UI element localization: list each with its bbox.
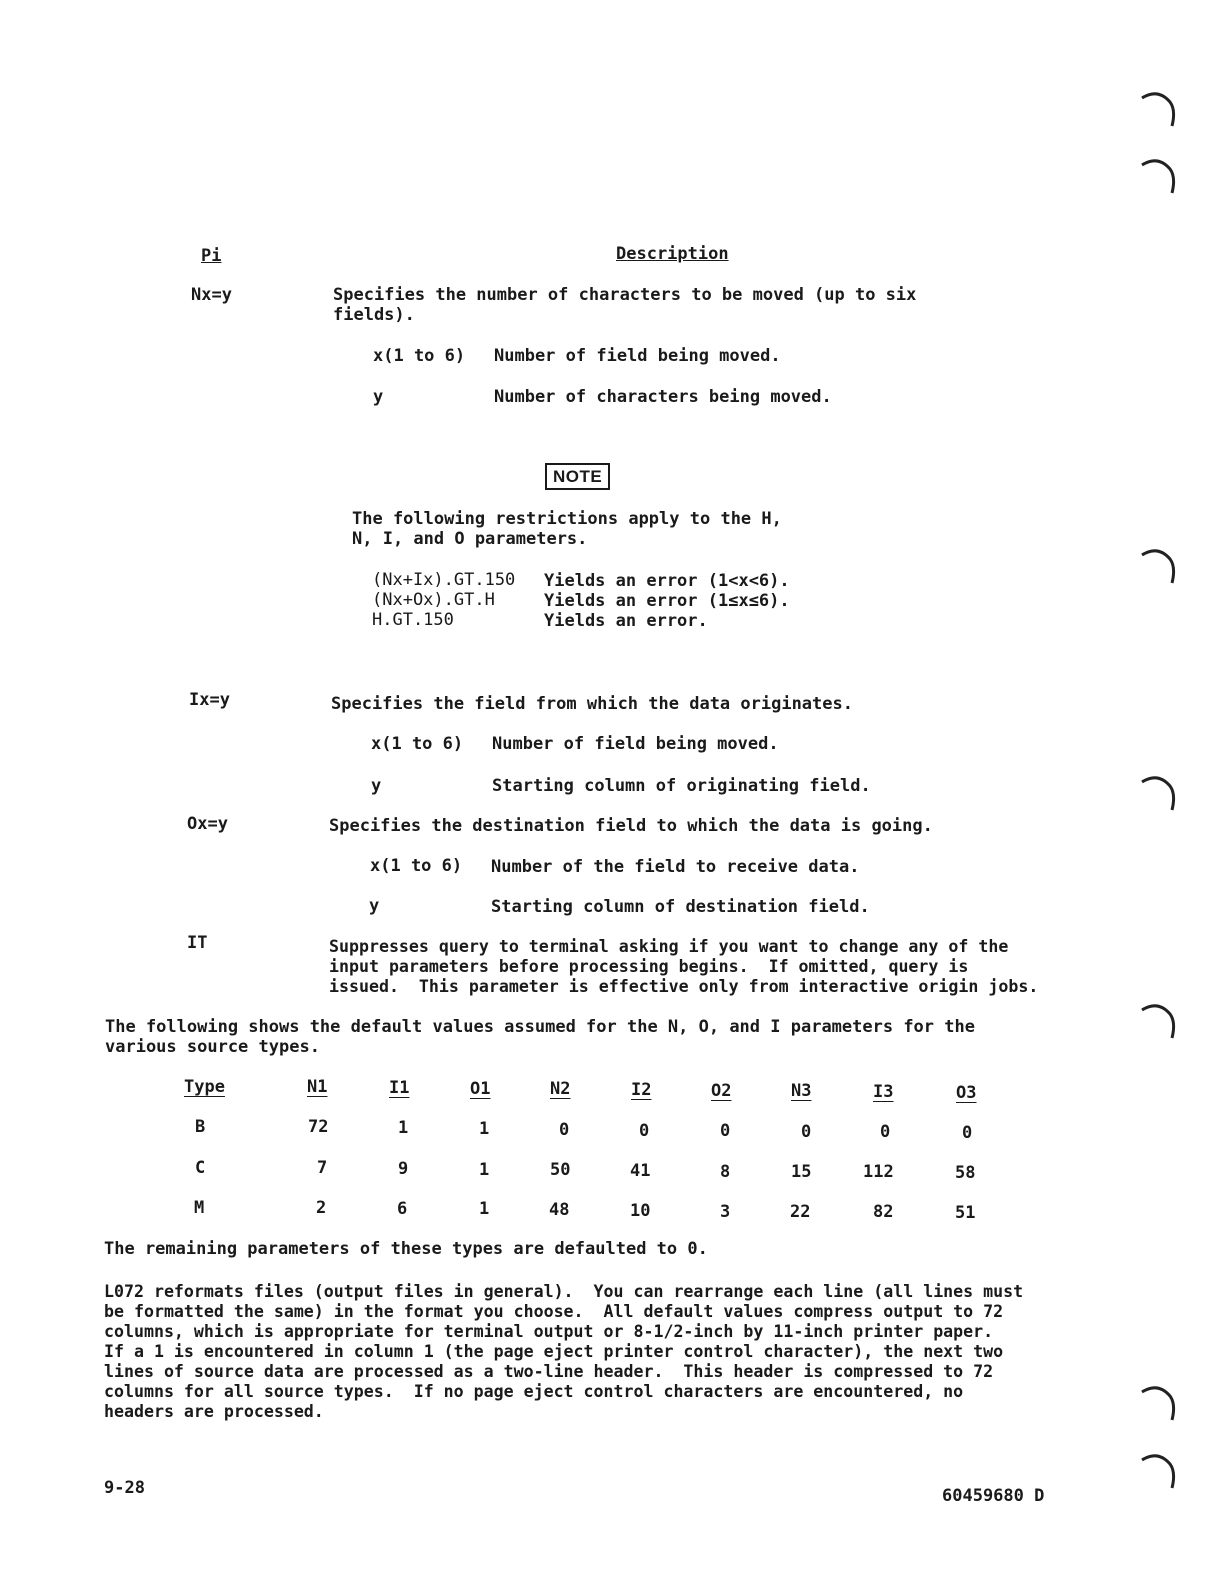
table-cell: 9 <box>398 1159 409 1179</box>
body-paragraph: L072 reformats files (output files in general). You can rearrange each line (all lines must be formatted the same) in the format you choose. All default values compress output to 72 columns, which is appropriate for terminal output or 8-1/2-inch by 11-inch printer paper. If a 1 is encountered in column 1 (the page eject printer control character), the next two lines of source data are processed as a two-line header. This header is compressed to 72 columns for all source types. If no page eject control characters are encountered, no headers are processed. <box>104 1282 1024 1421</box>
param-n-sub-x-key: x(1 to 6) <box>373 346 466 366</box>
table-cell: 48 <box>549 1200 570 1220</box>
table-cell: 7 <box>317 1158 328 1178</box>
binder-hole-mark <box>1140 772 1180 814</box>
param-i-sub-y-key: y <box>371 776 382 796</box>
param-o-sub-x-key: x(1 to 6) <box>370 856 463 876</box>
param-i-description: Specifies the field from which the data originates. <box>331 694 853 714</box>
table-cell: 15 <box>791 1162 812 1182</box>
table-header: I2 <box>631 1080 652 1100</box>
table-cell: 10 <box>630 1201 651 1221</box>
table-cell: 50 <box>550 1160 571 1180</box>
note-text: The following restrictions apply to the H, N, I, and O parameters. <box>352 509 782 549</box>
note-label: NOTE <box>545 463 610 490</box>
description-column-header: Description <box>616 244 729 264</box>
table-cell: M <box>194 1198 205 1218</box>
binder-hole-mark <box>1140 545 1180 587</box>
param-it-name: IT <box>187 933 208 953</box>
table-header: O1 <box>470 1079 491 1099</box>
defaults-intro: The following shows the default values assumed for the N, O, and I parameters for the various source types. <box>105 1017 975 1057</box>
note-rule-cond: H.GT.150 <box>372 610 454 630</box>
table-cell: 2 <box>316 1198 327 1218</box>
table-header: Type <box>184 1077 225 1097</box>
note-rule-cond: (Nx+Ix).GT.150 <box>372 570 516 590</box>
note-rule-result: Yields an error (1≤x≤6). <box>544 591 790 611</box>
param-n-name: Nx=y <box>191 285 232 305</box>
param-o-name: Ox=y <box>187 814 228 834</box>
param-n-description: Specifies the number of characters to be moved (up to six fields). <box>333 285 917 325</box>
table-cell: 51 <box>955 1203 976 1223</box>
table-cell: 0 <box>720 1121 731 1141</box>
table-cell: 1 <box>479 1160 490 1180</box>
note-rule-cond: (Nx+Ox).GT.H <box>372 590 495 610</box>
table-cell: B <box>195 1117 206 1137</box>
table-cell: 0 <box>639 1121 650 1141</box>
note-rule-result: Yields an error. <box>544 611 708 631</box>
binder-hole-mark <box>1140 1382 1180 1424</box>
param-o-description: Specifies the destination field to which the data is going. <box>329 816 933 836</box>
param-i-sub-x-key: x(1 to 6) <box>371 734 464 754</box>
note-rule-result: Yields an error (1<x<6). <box>544 571 790 591</box>
binder-hole-mark <box>1140 88 1180 130</box>
page-number: 9-28 <box>104 1478 145 1498</box>
binder-hole-mark <box>1140 155 1180 197</box>
table-cell: 0 <box>801 1122 812 1142</box>
table-cell: 0 <box>880 1122 891 1142</box>
table-cell: 41 <box>630 1161 651 1181</box>
binder-hole-mark <box>1140 1450 1180 1492</box>
param-o-sub-x-text: Number of the field to receive data. <box>491 857 860 877</box>
table-header: I1 <box>389 1078 410 1098</box>
table-cell: 112 <box>863 1162 894 1182</box>
table-cell: 58 <box>955 1163 976 1183</box>
table-cell: 0 <box>559 1120 570 1140</box>
param-n-sub-y-key: y <box>373 387 384 407</box>
param-n-sub-x-text: Number of field being moved. <box>494 346 781 366</box>
table-header: I3 <box>873 1082 894 1102</box>
table-cell: 1 <box>479 1119 490 1139</box>
param-o-sub-y-key: y <box>369 896 380 916</box>
param-i-sub-y-text: Starting column of originating field. <box>492 776 871 796</box>
table-header: N2 <box>550 1079 571 1099</box>
table-header: O2 <box>711 1081 732 1101</box>
param-n-sub-y-text: Number of characters being moved. <box>494 387 832 407</box>
table-cell: 22 <box>790 1202 811 1222</box>
binder-hole-mark <box>1140 1000 1180 1042</box>
pi-column-header: Pi <box>201 246 222 266</box>
document-number: 60459680 D <box>942 1486 1045 1506</box>
remaining-defaults-text: The remaining parameters of these types are defaulted to 0. <box>104 1239 708 1259</box>
param-it-description: Suppresses query to terminal asking if you want to change any of the input parameters before processing begins. If omitted, query is issued. This parameter is effective only from interactive origin jobs. <box>329 937 1039 996</box>
param-o-sub-y-text: Starting column of destination field. <box>491 897 870 917</box>
param-i-sub-x-text: Number of field being moved. <box>492 734 779 754</box>
table-header: O3 <box>956 1083 977 1103</box>
table-cell: 8 <box>720 1162 731 1182</box>
param-i-name: Ix=y <box>189 690 230 710</box>
table-cell: 0 <box>962 1123 973 1143</box>
table-header: N3 <box>791 1081 812 1101</box>
table-cell: 1 <box>398 1118 409 1138</box>
table-cell: 72 <box>308 1117 329 1137</box>
table-header: N1 <box>307 1077 328 1097</box>
table-cell: C <box>195 1158 206 1178</box>
table-cell: 6 <box>397 1199 408 1219</box>
table-cell: 82 <box>873 1202 894 1222</box>
table-cell: 1 <box>479 1199 490 1219</box>
table-cell: 3 <box>720 1202 731 1222</box>
